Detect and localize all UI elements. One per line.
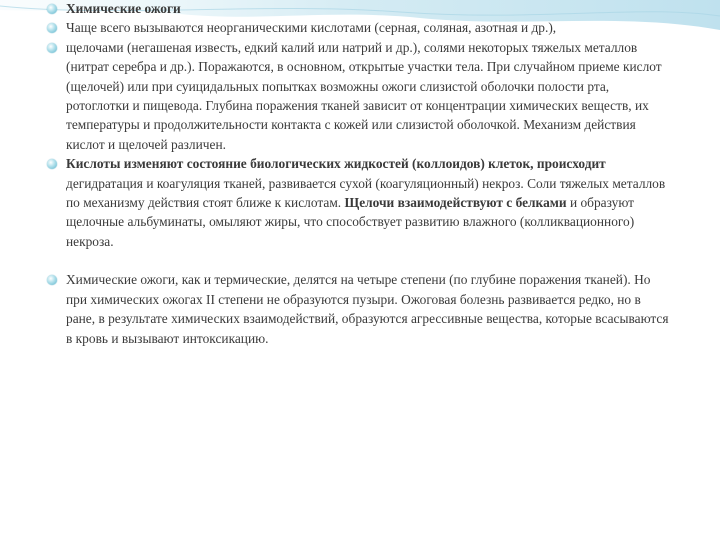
bullet-list xyxy=(44,0,669,348)
paragraph: Чаще всего вызываются неорганическими кислотами (серная, соляная, азотная и др.), xyxy=(66,20,557,36)
list-item xyxy=(44,154,669,251)
paragraph: Химические ожоги, как и термические, делятся на четыре степени (по глубине поражения тканей). Но при химических ожогах II степени не образуются пузыри. Ожоговая болезнь развивается редко, но в ране, в результате химических взаимодействий, образуются агрессивные вещества, которые всасываются в кровь и вызывают интоксикацию. xyxy=(66,272,669,346)
list-item xyxy=(44,270,669,348)
list-item xyxy=(44,0,669,18)
bullet-icon xyxy=(47,23,57,33)
list-item xyxy=(44,18,669,37)
bullet-icon xyxy=(47,43,57,53)
bold-phrase: Щелочи взаимодействуют с белками xyxy=(344,195,567,211)
paragraph: щелочами (негашеная известь, едкий калий или натрий и др.), солями некоторых тяжелых металлов (нитрат серебра и др.). Поражаются, в основном, открытые участки тела. При случайном приеме кислот (щелочей) или при суицидальных попытках возможны ожоги слизистой оболочки полости рта, ротоглотки и пищевода. Глубина поражения тканей зависит от концентрации химических веществ, их температуры и продолжительности контакта с кожей или слизистой оболочкой. Механизм действия кислот и щелочей различен. xyxy=(66,39,662,152)
bold-phrase: Кислоты изменяют состояние биологических жидкостей (коллоидов) клеток, происходит xyxy=(66,156,606,172)
list-item xyxy=(44,38,669,154)
bullet-icon xyxy=(47,4,57,14)
heading: Химические ожоги xyxy=(66,1,181,16)
paragraph-text: дегидратация и коагуляция тканей, развивается сухой (коагуляционный) некроз. Соли тяжелых металлов по механизму действия стоят ближе к кислотам. xyxy=(66,175,666,211)
bullet-icon xyxy=(47,159,57,169)
paragraph-text: и образуют щелочные альбуминаты, омыляют жиры, что способствует развитию влажного (колликвационного) некроза. xyxy=(66,195,635,249)
bullet-icon xyxy=(47,275,57,285)
